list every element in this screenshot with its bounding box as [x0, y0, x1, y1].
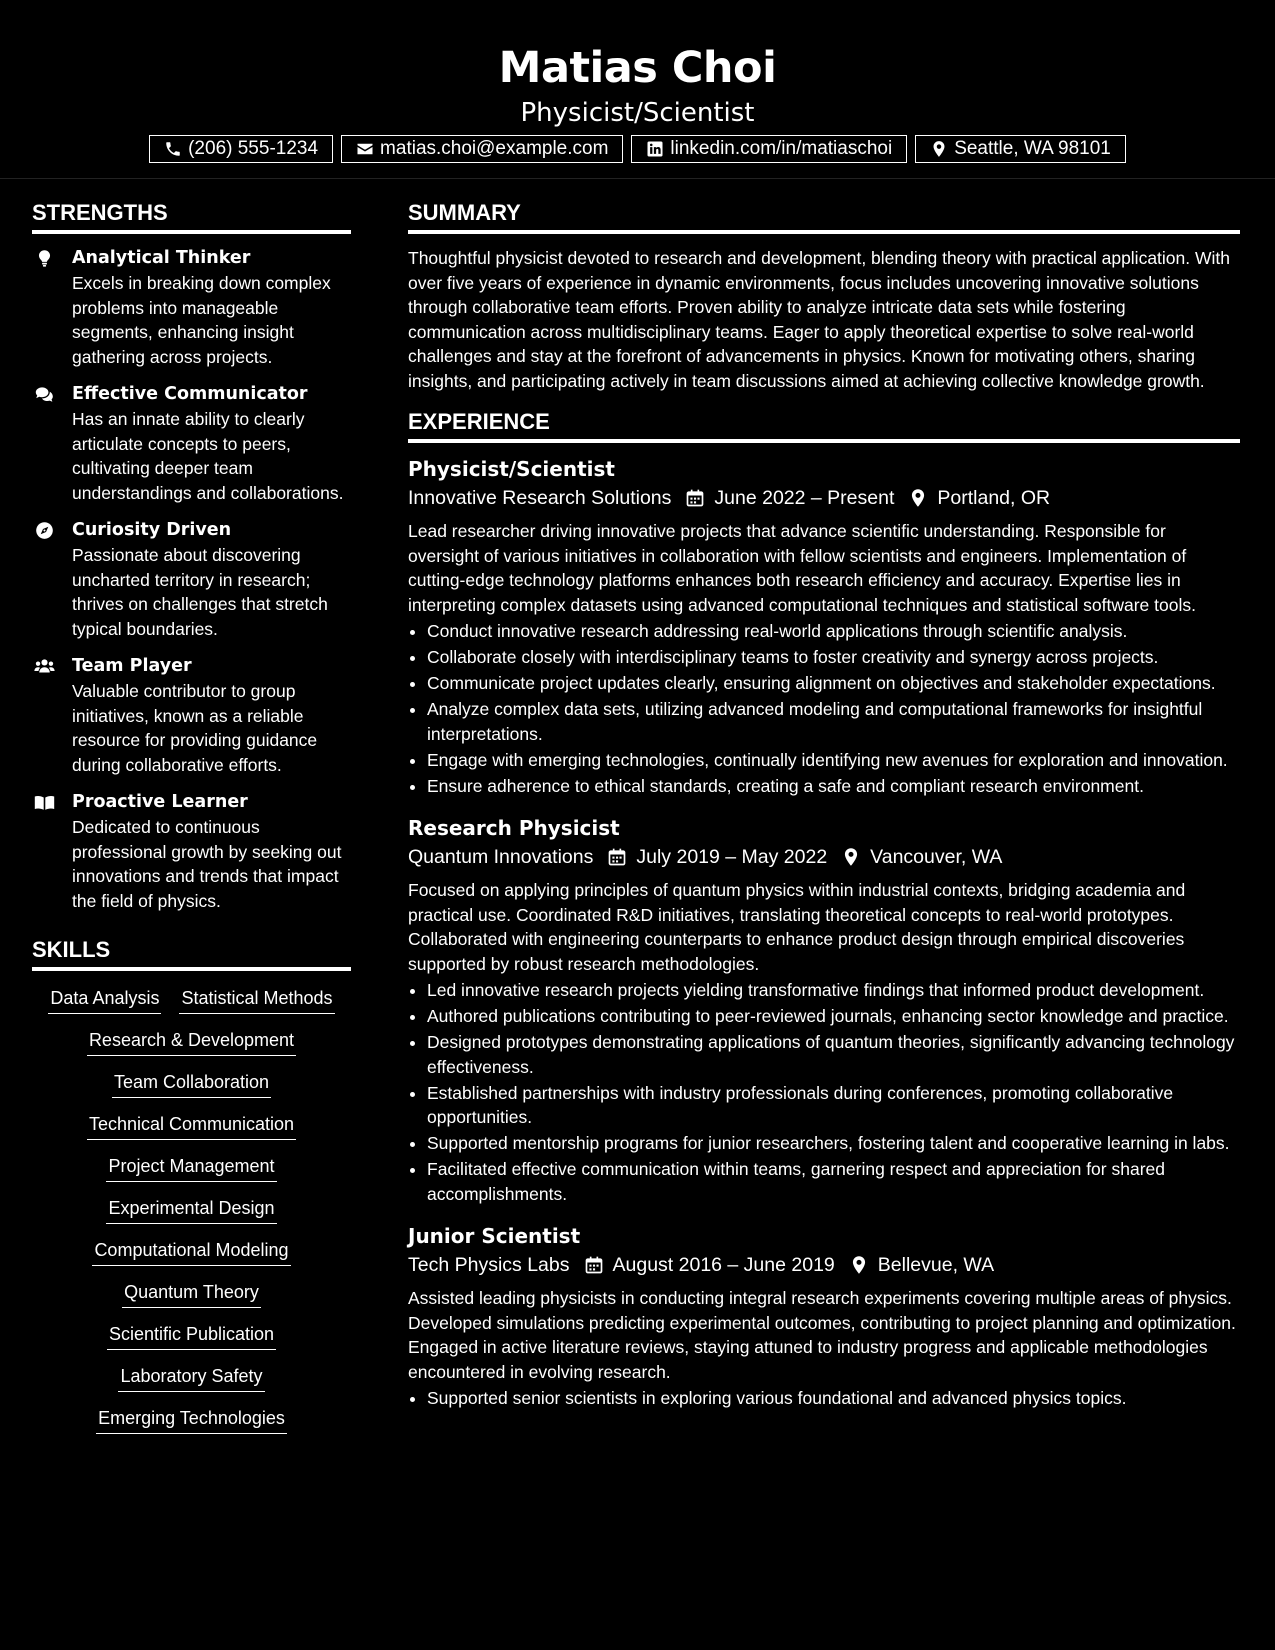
job-location: Portland, OR [937, 487, 1051, 509]
job-entry [408, 814, 1240, 1206]
calendar-icon [607, 847, 627, 867]
job-bullet: • Analyze complex data sets, utilizing advanced modeling and computational frameworks for insightful interpretations. [427, 697, 1240, 746]
job-company: Tech Physics Labs [408, 1254, 570, 1276]
job-bullet: • Supported mentorship programs for junior researchers, fostering talent and cooperative learning in labs. [427, 1131, 1240, 1156]
contact-phone[interactable] [149, 135, 333, 163]
job-title: Research Physicist [408, 816, 620, 840]
lightbulb-icon [34, 249, 55, 268]
strength-description: Excels in breaking down complex problems into manageable segments, enhancing insight gathering across projects. [72, 273, 331, 367]
contact-location [915, 135, 1126, 163]
job-title: Physicist/Scientist [408, 457, 615, 481]
skill-tag: Data Analysis [48, 985, 161, 1014]
skill-tag: Quantum Theory [122, 1279, 261, 1308]
experience-heading: EXPERIENCE [408, 407, 1240, 443]
job-title: Junior Scientist [408, 1224, 581, 1248]
job-bullet: • Ensure adherence to ethical standards, creating a safe and compliant research environment. [427, 774, 1240, 799]
strength-title: Curiosity Driven [72, 520, 232, 540]
strength-item [32, 790, 351, 913]
job-meta [408, 1250, 1240, 1280]
job-company: Quantum Innovations [408, 846, 594, 868]
left-column [32, 198, 351, 1434]
job-bullet: • Established partnerships with industry professionals during conferences, promoting collaborative opportunities. [427, 1081, 1240, 1130]
job-company: Innovative Research Solutions [408, 487, 672, 509]
strength-title: Team Player [72, 656, 192, 676]
strength-description: Valuable contributor to group initiatives, known as a reliable resource for providing guidance during collaborative efforts. [72, 681, 318, 775]
job-description: Lead researcher driving innovative projects that advance scientific understanding. Responsible for oversight of various initiatives in collaboration with fellow scientists and engineers. Implementation of cutting-edge technology platforms enhances both research efficiency and accuracy. Expertise lies in interpreting complex datasets using advanced computational techniques and statistical software tools. [408, 521, 1196, 615]
contact-phone-text: (206) 555-1234 [188, 138, 319, 159]
job-bullets [408, 619, 1240, 798]
job-bullet: • Communicate project updates clearly, ensuring alignment on objectives and stakeholder expectations. [427, 671, 1240, 696]
candidate-title: Physicist/Scientist [520, 98, 755, 128]
strength-description: Has an innate ability to clearly articulate concepts to peers, cultivating deeper team understandings and collaborations. [72, 409, 344, 503]
map-pin-icon [849, 1255, 869, 1275]
users-icon [34, 657, 55, 676]
strength-description: Dedicated to continuous professional growth by seeking out innovations and trends that impact the field of physics. [72, 817, 342, 911]
job-meta [408, 842, 1240, 872]
right-column [408, 198, 1240, 1427]
comments-icon [34, 385, 55, 404]
book-open-icon [34, 793, 55, 812]
job-bullet: • Engage with emerging technologies, continually identifying new avenues for exploration and innovation. [427, 748, 1240, 773]
map-pin-icon [908, 488, 928, 508]
skill-tag: Project Management [106, 1153, 276, 1182]
job-bullet: • Collaborate closely with interdisciplinary teams to foster creativity and synergy across projects. [427, 645, 1240, 670]
job-bullet: • Conduct innovative research addressing real-world applications through scientific analysis. [427, 619, 1240, 644]
skill-tag: Emerging Technologies [96, 1405, 287, 1434]
skills-heading: SKILLS [32, 935, 351, 971]
summary-heading: SUMMARY [408, 198, 1240, 234]
job-bullet: • Facilitated effective communication within teams, garnering respect and appreciation for shared accomplishments. [427, 1157, 1240, 1206]
job-bullet: • Supported senior scientists in exploring various foundational and advanced physics topics. [427, 1386, 1240, 1411]
skill-tag: Statistical Methods [179, 985, 334, 1014]
job-meta [408, 483, 1240, 513]
envelope-icon [356, 140, 374, 158]
contact-email[interactable] [341, 135, 623, 163]
linkedin-icon [646, 140, 664, 158]
skill-tag: Scientific Publication [107, 1321, 276, 1350]
candidate-name: Matias Choi [498, 43, 777, 93]
contact-email-text: matias.choi@example.com [380, 138, 609, 159]
contact-location-text: Seattle, WA 98101 [954, 138, 1111, 159]
job-dates: July 2019 – May 2022 [636, 846, 828, 868]
job-location: Bellevue, WA [877, 1254, 995, 1276]
job-bullet: • Designed prototypes demonstrating applications of quantum theories, significantly advancing technology effectiveness. [427, 1030, 1240, 1079]
skill-tag: Experimental Design [106, 1195, 276, 1224]
job-bullets [408, 978, 1240, 1206]
job-entry [408, 1222, 1240, 1411]
header-divider [0, 178, 1275, 179]
job-dates: August 2016 – June 2019 [612, 1254, 835, 1276]
skill-tag: Computational Modeling [92, 1237, 290, 1266]
job-bullets [408, 1386, 1240, 1411]
job-bullet: • Led innovative research projects yielding transformative findings that informed product development. [427, 978, 1240, 1003]
map-pin-icon [930, 140, 948, 158]
phone-icon [164, 140, 182, 158]
job-dates: June 2022 – Present [714, 487, 895, 509]
job-description: Assisted leading physicists in conducting integral research experiments covering multiple areas of physics. Developed simulations predicting experimental outcomes, contributing to project planning and optimization. Engaged in active literature reviews, staying attuned to industry progress and applicable methodologies encountered in evolving research. [408, 1288, 1236, 1382]
job-entry [408, 455, 1240, 798]
strengths-heading: STRENGTHS [32, 198, 351, 234]
skill-tag: Research & Development [87, 1027, 296, 1056]
strength-title: Effective Communicator [72, 384, 308, 404]
strength-title: Analytical Thinker [72, 248, 251, 268]
compass-icon [34, 521, 55, 540]
resume-header [0, 0, 1275, 163]
strength-item [32, 246, 351, 369]
job-location: Vancouver, WA [870, 846, 1003, 868]
skills-list [32, 983, 351, 1434]
summary-text: Thoughtful physicist devoted to research and development, blending theory with practical application. With over five years of experience in dynamic environments, focus includes uncovering innovative solutions through collaborative team efforts. Proven ability to analyze intricate data sets while fostering communication across multidisciplinary teams. Eager to apply theoretical expertise to solve real-world challenges and stay at the forefront of advancements in physics. Known for motivating others, sharing insights, and participating actively in team discussions aimed at achieving collective knowledge growth. [408, 248, 1230, 391]
calendar-icon [685, 488, 705, 508]
contact-linkedin[interactable] [631, 135, 907, 163]
strength-item [32, 382, 351, 505]
job-description: Focused on applying principles of quantum physics within industrial contexts, bridging academia and practical use. Coordinated R&D initiatives, translating theoretical concepts to real-world prototypes. Collaborated with engineering counterparts to enhance product design through empirical discoveries supported by robust research methodologies. [408, 880, 1186, 974]
skill-tag: Team Collaboration [112, 1069, 271, 1098]
job-bullet: • Authored publications contributing to peer-reviewed journals, enhancing sector knowledge and practice. [427, 1004, 1240, 1029]
strength-item [32, 654, 351, 777]
contact-bar [0, 135, 1275, 163]
map-pin-icon [841, 847, 861, 867]
strength-title: Proactive Learner [72, 792, 248, 812]
strength-description: Passionate about discovering uncharted territory in research; thrives on challenges that stretch typical boundaries. [72, 545, 328, 639]
skill-tag: Technical Communication [87, 1111, 296, 1140]
strength-item [32, 518, 351, 641]
skill-tag: Laboratory Safety [118, 1363, 264, 1392]
contact-linkedin-text: linkedin.com/in/matiaschoi [670, 138, 893, 159]
calendar-icon [584, 1255, 604, 1275]
